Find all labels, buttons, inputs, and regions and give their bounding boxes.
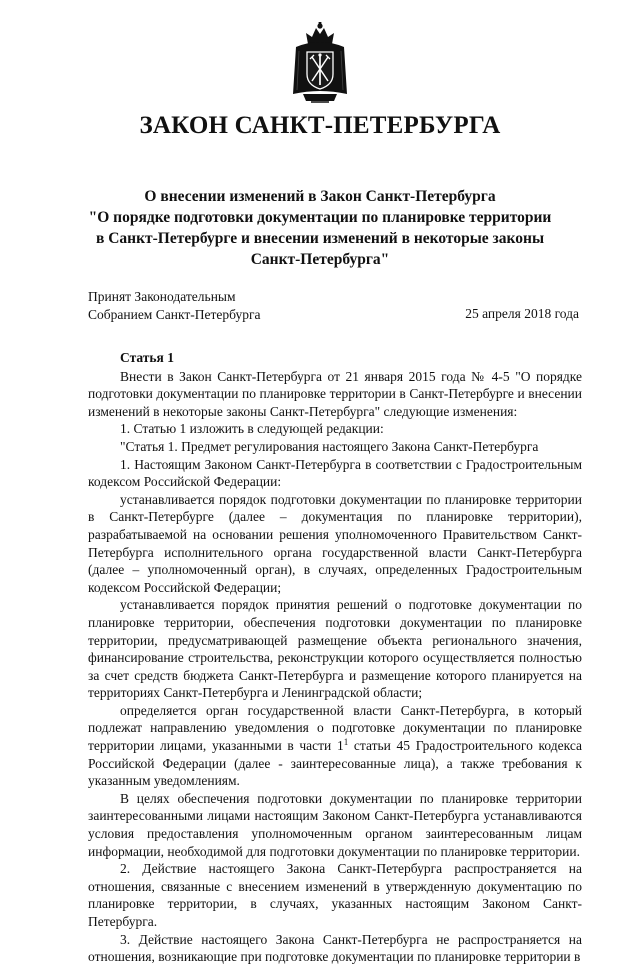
law-title: ЗАКОН САНКТ-ПЕТЕРБУРГА <box>139 112 501 139</box>
paragraph: 1. Настоящим Законом Санкт-Петербурга в соответствии с Градостроительным кодексом Российской Федерации: <box>88 456 582 490</box>
superscript: 1 <box>343 737 349 748</box>
article-heading: Статья 1 <box>120 350 174 365</box>
coat-of-arms-icon <box>291 22 349 104</box>
subject-line: в Санкт-Петербурге и внесении изменений в некоторые законы <box>95 230 545 247</box>
adoption-block <box>88 288 261 324</box>
subject-line: О внесении изменений в Закон Санкт-Петербурга <box>144 188 496 205</box>
paragraph: 2. Действие настоящего Закона Санкт-Петербурга распространяется на отношения, связанные с внесением изменений в утвержденную документацию по планировке территории, в случаях, указанных настоящим Законом Санкт-Петербурга. <box>88 861 582 929</box>
paragraph: Внести в Закон Санкт-Петербурга от 21 января 2015 года № 4-5 "О порядке подготовки документации по планировке территории в Санкт-Петербурге и внесении изменений в некоторые законы Санкт-Петербурга" следующие изменения: <box>88 368 582 419</box>
paragraph: устанавливается порядок принятия решений о подготовке документации по планировке территории, обеспечения подготовки документации по планировке территории, предусматривающей размещение объекта регионального значения, финансирование строительства, реконструкции которого осуществляется полностью за счет средств бюджета Санкт-Петербурга и размещение которого планируется на территориях Санкт-Петербурга и Ленинградской области; <box>88 597 582 701</box>
paragraph: 3. Действие настоящего Закона Санкт-Петербурга не распространяется на отношения, возникающие при подготовке документации по планировке территории в <box>88 931 582 965</box>
paragraph: В целях обеспечения подготовки документации по планировке территории заинтересованными лицами настоящим Законом Санкт-Петербурга устанавливаются условия предоставления уполномоченным органом заинтересованным лицам информации, необходимой для подготовки документации по планировке территории. <box>88 790 582 859</box>
adoption-line: Собранием Санкт-Петербурга <box>88 307 261 322</box>
adoption-line: Принят Законодательным <box>88 289 236 304</box>
subject-line: "О порядке подготовки документации по планировке территории <box>88 209 552 226</box>
paragraph: 1. Статью 1 изложить в следующей редакции: <box>120 421 384 437</box>
paragraph: устанавливается порядок подготовки документации по планировке территории в Санкт-Петербурге (далее – документация по планировке территории), разрабатываемой на основании решения уполномоченного Правительством Санкт-Петербурга исполнительного органа государственной власти Санкт-Петербурга (далее – уполномоченный орган), в случаях, определенных Градостроительным кодексом Российской Федерации; <box>88 491 582 595</box>
paragraph: "Статья 1. Предмет регулирования настоящего Закона Санкт-Петербурга <box>120 438 539 454</box>
law-body <box>88 349 582 966</box>
paragraph <box>88 702 582 790</box>
paragraph-text: статьи 45 Градостроительного кодекса Российской Федерации (далее - заинтересованные лица), а также требования к указанным уведомлениям. <box>88 738 583 789</box>
law-subject <box>60 186 580 270</box>
adoption-date: 25 апреля 2018 года <box>465 306 579 321</box>
paragraph-text: определяется орган государственной власти Санкт-Петербурга, в который подлежат направлению уведомления о подготовке документации по планировке территории лицами, указанными в части 1 <box>88 702 582 754</box>
subject-line: Санкт-Петербурга" <box>250 251 390 268</box>
